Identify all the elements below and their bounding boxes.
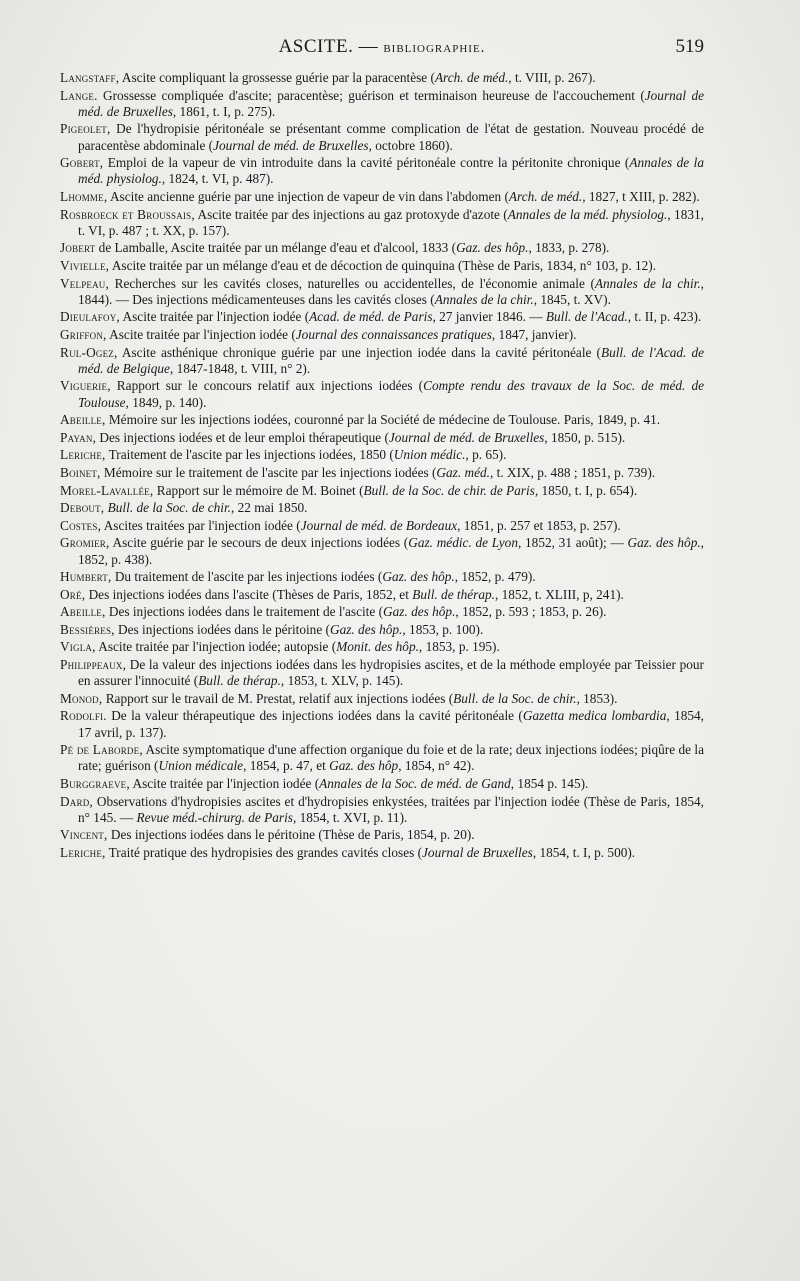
entry-journal-title: Journal de méd. de Bruxelles bbox=[78, 87, 704, 119]
bibliography-list bbox=[60, 70, 704, 863]
entry-journal-title: Annales de la chir. bbox=[594, 275, 701, 291]
entry-text: , 1853, p. 195). bbox=[418, 639, 500, 655]
entry-text: Ascite asthénique chronique guérie par une injection iodée dans la cavité péritonéale ( bbox=[121, 344, 601, 360]
bibliography-entry bbox=[60, 569, 704, 585]
entry-text: , 1852, 31 août); — bbox=[517, 535, 628, 551]
entry-text: , 1844). — Des injections médicamenteuses dans les cavités closes ( bbox=[78, 275, 704, 307]
entry-author: Gromier, bbox=[60, 535, 110, 551]
running-title-sub: bibliographie. bbox=[383, 40, 486, 56]
bibliography-entry bbox=[60, 309, 704, 325]
entry-author: Pigeolet, bbox=[60, 121, 111, 137]
entry-author: Leriche, bbox=[60, 845, 106, 861]
entry-journal-title: Annales de la méd. physiolog. bbox=[507, 206, 668, 222]
entry-author: Payan, bbox=[60, 429, 97, 445]
entry-text: Ascite traitée par l'injection iodée ( bbox=[122, 309, 310, 325]
entry-journal-title: Bull. de thérap. bbox=[412, 586, 495, 602]
entry-text: , 1831, t. VI, p. 487 ; t. XX, p. 157). bbox=[78, 206, 704, 238]
entry-text: , 1853, t. XLV, p. 145). bbox=[280, 673, 404, 689]
bibliography-entry bbox=[60, 121, 704, 153]
entry-text: Mémoire sur les injections iodées, couronné par la Société de médecine de Toulouse. Paris, 1849, p. 41. bbox=[108, 412, 661, 428]
bibliography-entry bbox=[60, 327, 704, 343]
entry-journal-title: Gaz. des hôp. bbox=[456, 240, 529, 256]
entry-journal-title: Compte rendu des travaux de la Soc. de méd. de Toulouse bbox=[78, 378, 704, 410]
bibliography-entry bbox=[60, 345, 704, 377]
running-head bbox=[60, 36, 704, 62]
entry-text: , 1849, p. 140). bbox=[125, 394, 207, 410]
entry-author: Dard, bbox=[60, 793, 93, 809]
entry-author: Oré, bbox=[60, 586, 86, 602]
entry-text: , t. XIX, p. 488 ; 1851, p. 739). bbox=[489, 464, 656, 480]
entry-author: Abeille, bbox=[60, 412, 106, 428]
entry-text: Ascite guérie par le secours de deux injections iodées ( bbox=[112, 535, 409, 551]
bibliography-entry bbox=[60, 430, 704, 446]
entry-text: , 1850, t. I, p. 654). bbox=[534, 482, 638, 498]
bibliography-entry bbox=[60, 639, 704, 655]
running-title bbox=[60, 36, 704, 58]
bibliography-entry bbox=[60, 258, 704, 274]
entry-text: Traitement de l'ascite par les injections iodées, 1850 ( bbox=[108, 447, 394, 463]
bibliography-entry bbox=[60, 276, 704, 308]
entry-text: , 1854, p. 47, et bbox=[243, 758, 330, 774]
bibliography-entry bbox=[60, 691, 704, 707]
entry-author: Viguerie, bbox=[60, 378, 111, 394]
entry-author: Gobert, bbox=[60, 155, 104, 171]
bibliography-entry bbox=[60, 240, 704, 256]
entry-author: Boinet, bbox=[60, 464, 101, 480]
bibliography-entry bbox=[60, 794, 704, 826]
entry-journal-title: Union médicale bbox=[158, 758, 244, 774]
entry-text: Recherches sur les cavités closes, naturelles ou accidentelles, de l'économie animale ( bbox=[114, 275, 595, 291]
entry-text: Ascite traitée par l'injection iodée ( bbox=[109, 326, 296, 342]
entry-text: , 1861, t. I, p. 275). bbox=[172, 103, 276, 119]
entry-text: Des injections iodées dans l'ascite (Thèses de Paris, 1852, et bbox=[88, 586, 413, 602]
bibliography-entry bbox=[60, 708, 704, 740]
entry-text: Ascite traitée par l'injection iodée ( bbox=[132, 776, 320, 792]
running-title-separator: — bbox=[353, 36, 384, 57]
entry-text: , 1847-1848, t. VIII, n° 2). bbox=[169, 360, 311, 376]
bibliography-entry bbox=[60, 88, 704, 120]
entry-journal-title: Union médic. bbox=[393, 447, 466, 463]
entry-author: Rul-Ogez, bbox=[60, 344, 118, 360]
entry-text: Du traitement de l'ascite par les injections iodées ( bbox=[114, 569, 383, 585]
entry-text: , 22 mai 1850. bbox=[231, 500, 308, 516]
entry-text: , 1853). bbox=[576, 690, 618, 706]
entry-author: Abeille, bbox=[60, 604, 106, 620]
bibliography-entry bbox=[60, 207, 704, 239]
bibliography-entry bbox=[60, 518, 704, 534]
entry-author: Rodolfi. bbox=[60, 708, 107, 724]
entry-text: , 1854, n° 42). bbox=[398, 758, 475, 774]
entry-author: Debout, bbox=[60, 500, 105, 516]
entry-text: Traité pratique des hydropisies des grandes cavités closes ( bbox=[108, 845, 423, 861]
entry-author: Lhomme, bbox=[60, 188, 108, 204]
entry-journal-title: Arch. de méd. bbox=[434, 70, 509, 85]
entry-author: Vigla, bbox=[60, 639, 96, 655]
entry-author: Vivielle, bbox=[60, 257, 110, 273]
entry-author: Monod, bbox=[60, 690, 103, 706]
entry-text: De la valeur des injections iodées dans les hydropisies ascites, et de la méthode employée par Teissier pour en assurer l'innocuité ( bbox=[78, 657, 704, 689]
entry-journal-title: Gaz. des hôp. bbox=[383, 604, 456, 620]
entry-author: Costes, bbox=[60, 517, 102, 533]
bibliography-entry bbox=[60, 535, 704, 567]
entry-text: Des injections iodées dans le péritoine ( bbox=[118, 621, 330, 637]
bibliography-entry bbox=[60, 827, 704, 843]
entry-text: Rapport sur le travail de M. Prestat, relatif aux injections iodées ( bbox=[105, 690, 454, 706]
entry-author: Philippeaux, bbox=[60, 657, 127, 673]
entry-text: , 1853, p. 100). bbox=[402, 621, 484, 637]
entry-journal-title: Gazetta medica lombardia bbox=[522, 708, 667, 724]
entry-journal-title: Bull. de l'Acad. bbox=[545, 309, 628, 325]
entry-text: , 1854 p. 145). bbox=[510, 776, 589, 792]
entry-text: Ascite traitée par des injections au gaz protoxyde d'azote ( bbox=[197, 206, 508, 222]
entry-journal-title: Revue méd.-chirurg. de Paris bbox=[136, 809, 293, 825]
entry-text: De la valeur thérapeutique des injections iodées dans la cavité péritonéale ( bbox=[111, 708, 523, 724]
entry-journal-title: Journal de méd. de Bordeaux bbox=[300, 517, 458, 533]
bibliography-entry bbox=[60, 189, 704, 205]
entry-text: Rapport sur le concours relatif aux injections iodées ( bbox=[116, 378, 424, 394]
entry-journal-title: Bull. de l'Acad. de méd. de Belgique bbox=[78, 344, 705, 376]
entry-journal-title: Gaz. des hôp. bbox=[382, 569, 455, 585]
entry-text: , 1824, t. VI, p. 487). bbox=[161, 171, 274, 187]
entry-author: Burggraeve, bbox=[60, 776, 130, 792]
entry-journal-title: Annales de la Soc. de méd. de Gand bbox=[319, 776, 511, 792]
entry-author: Lange. bbox=[60, 87, 98, 103]
entry-journal-title: Journal de méd. de Bruxelles bbox=[388, 429, 545, 445]
entry-text: , 1852, p. 593 ; 1853, p. 26). bbox=[455, 604, 607, 620]
entry-journal-title: Gaz. des hôp. bbox=[627, 535, 701, 551]
bibliography-entry bbox=[60, 447, 704, 463]
entry-author: Dieulafoy, bbox=[60, 309, 120, 325]
entry-journal-title: Gaz. médic. de Lyon bbox=[408, 535, 518, 551]
entry-text: , p. 65). bbox=[465, 447, 507, 463]
bibliography-entry bbox=[60, 604, 704, 620]
entry-journal-title: Journal de méd. de Bruxelles bbox=[213, 137, 369, 153]
entry-journal-title: Bull. de la Soc. de chir. de Paris bbox=[363, 482, 535, 498]
entry-text: Ascite ancienne guérie par une injection de vapeur de vin dans l'abdomen ( bbox=[109, 188, 509, 204]
bibliography-entry bbox=[60, 776, 704, 792]
entry-author: Leriche, bbox=[60, 447, 106, 463]
entry-text: , 1852, t. XLIII, p, 241). bbox=[494, 586, 624, 602]
entry-text: , 1850, p. 515). bbox=[544, 429, 626, 445]
running-title-main: ASCITE. bbox=[278, 36, 354, 57]
entry-text: , 1852, p. 438). bbox=[78, 535, 704, 567]
entry-text: , t. VIII, p. 267). bbox=[508, 70, 596, 85]
bibliography-entry bbox=[60, 587, 704, 603]
entry-text: de Lamballe, Ascite traitée par un mélange d'eau et d'alcool, 1833 ( bbox=[98, 240, 457, 256]
bibliography-entry bbox=[60, 622, 704, 638]
entry-journal-title: Bull. de la Soc. de chir. bbox=[453, 690, 577, 706]
entry-journal-title: Gaz. des hôp. bbox=[329, 621, 403, 637]
entry-text: Des injections iodées dans le traitement de l'ascite ( bbox=[108, 604, 384, 620]
entry-text: , 1833, p. 278). bbox=[528, 240, 610, 256]
entry-journal-title: Gaz. méd. bbox=[436, 464, 490, 480]
entry-journal-title: Monit. des hôp. bbox=[336, 639, 419, 655]
entry-text: , 1827, t XIII, p. 282). bbox=[582, 188, 700, 204]
bibliography-entry bbox=[60, 657, 704, 689]
entry-author: Morel-Lavallée, bbox=[60, 482, 154, 498]
entry-text: Ascite traitée par l'injection iodée; autopsie ( bbox=[98, 639, 337, 655]
entry-text: Des injections iodées et de leur emploi thérapeutique ( bbox=[99, 429, 389, 445]
entry-text: Ascite compliquant la grossesse guérie par la paracentèse ( bbox=[121, 70, 435, 85]
entry-text: Ascites traitées par l'injection iodée ( bbox=[103, 517, 301, 533]
entry-text: Rapport sur le mémoire de M. Boinet ( bbox=[156, 482, 364, 498]
entry-journal-title: Gaz. des hôp bbox=[329, 758, 399, 774]
entry-author: Humbert, bbox=[60, 569, 112, 585]
entry-text: Mémoire sur le traitement de l'ascite par les injections iodées ( bbox=[103, 464, 437, 480]
entry-text: Observations d'hydropisies ascites et d'hydropisies enkystées, traitées par l'injection iodée (Thèse de Paris, 1854, n° 145. — bbox=[78, 793, 704, 825]
entry-author: Bessières, bbox=[60, 621, 115, 637]
entry-author: Rosbroeck et Broussais, bbox=[60, 206, 195, 222]
entry-text: Grossesse compliquée d'ascite; paracentèse; guérison et terminaison heureuse de l'accouchement ( bbox=[103, 87, 645, 103]
entry-author: Velpeau, bbox=[60, 275, 110, 291]
bibliography-entry bbox=[60, 845, 704, 861]
entry-text: , 1854, 17 avril, p. 137). bbox=[78, 708, 704, 740]
entry-journal-title: Annales de la méd. physiolog. bbox=[78, 155, 704, 187]
entry-text: Des injections iodées dans le péritoine (Thèse de Paris, 1854, p. 20). bbox=[110, 827, 475, 843]
bibliography-entry bbox=[60, 465, 704, 481]
entry-text: , 27 janvier 1846. — bbox=[432, 309, 546, 325]
bibliography-entry bbox=[60, 483, 704, 499]
entry-text: Emploi de la vapeur de vin introduite dans la cavité péritonéale contre la péritonite chronique ( bbox=[107, 155, 630, 171]
entry-journal-title: Acad. de méd. de Paris bbox=[309, 309, 433, 325]
entry-author: Griffon, bbox=[60, 326, 107, 342]
entry-text: , octobre 1860). bbox=[368, 137, 453, 153]
entry-journal-title: Journal de Bruxelles bbox=[422, 845, 533, 861]
bibliography-entry bbox=[60, 500, 704, 516]
entry-text: , 1845, t. XV). bbox=[533, 291, 611, 307]
entry-text: , 1851, p. 257 et 1853, p. 257). bbox=[457, 517, 621, 533]
entry-author: Jobert bbox=[60, 240, 96, 256]
entry-text: De l'hydropisie péritonéale se présentant comme complication de l'état de gestation. Nouveau procédé de paracentèse abdominale ( bbox=[78, 121, 704, 153]
entry-journal-title: Journal des connaissances pratiques bbox=[295, 326, 492, 342]
entry-text: , 1854, t. XVI, p. 11). bbox=[292, 809, 408, 825]
bibliography-entry bbox=[60, 70, 704, 86]
entry-text: , t. II, p. 423). bbox=[627, 309, 702, 325]
entry-text: Ascite traitée par un mélange d'eau et de décoction de quinquina (Thèse de Paris, 1834, n° 103, p. 12). bbox=[111, 257, 657, 273]
entry-text: , 1847, janvier). bbox=[491, 326, 577, 342]
bibliography-entry bbox=[60, 378, 704, 410]
bibliography-entry bbox=[60, 742, 704, 774]
bibliography-entry bbox=[60, 412, 704, 428]
entry-text: Ascite symptomatique d'une affection organique du foie et de la rate; deux injections iodées; piqûre de la rate; guérison ( bbox=[78, 742, 704, 774]
entry-journal-title: Annales de la chir. bbox=[434, 291, 534, 307]
entry-text: , 1852, p. 479). bbox=[454, 569, 536, 585]
entry-text: , 1854, t. I, p. 500). bbox=[532, 845, 636, 861]
bibliography-entry bbox=[60, 155, 704, 187]
entry-author: Pé de Laborde, bbox=[60, 742, 143, 758]
entry-journal-title: Bull. de thérap. bbox=[198, 673, 281, 689]
entry-journal-title: Arch. de méd. bbox=[508, 188, 583, 204]
entry-journal-title: Bull. de la Soc. de chir. bbox=[107, 500, 231, 516]
entry-author: Langstaff, bbox=[60, 70, 120, 85]
page-number: 519 bbox=[675, 36, 704, 57]
entry-author: Vincent, bbox=[60, 827, 108, 843]
